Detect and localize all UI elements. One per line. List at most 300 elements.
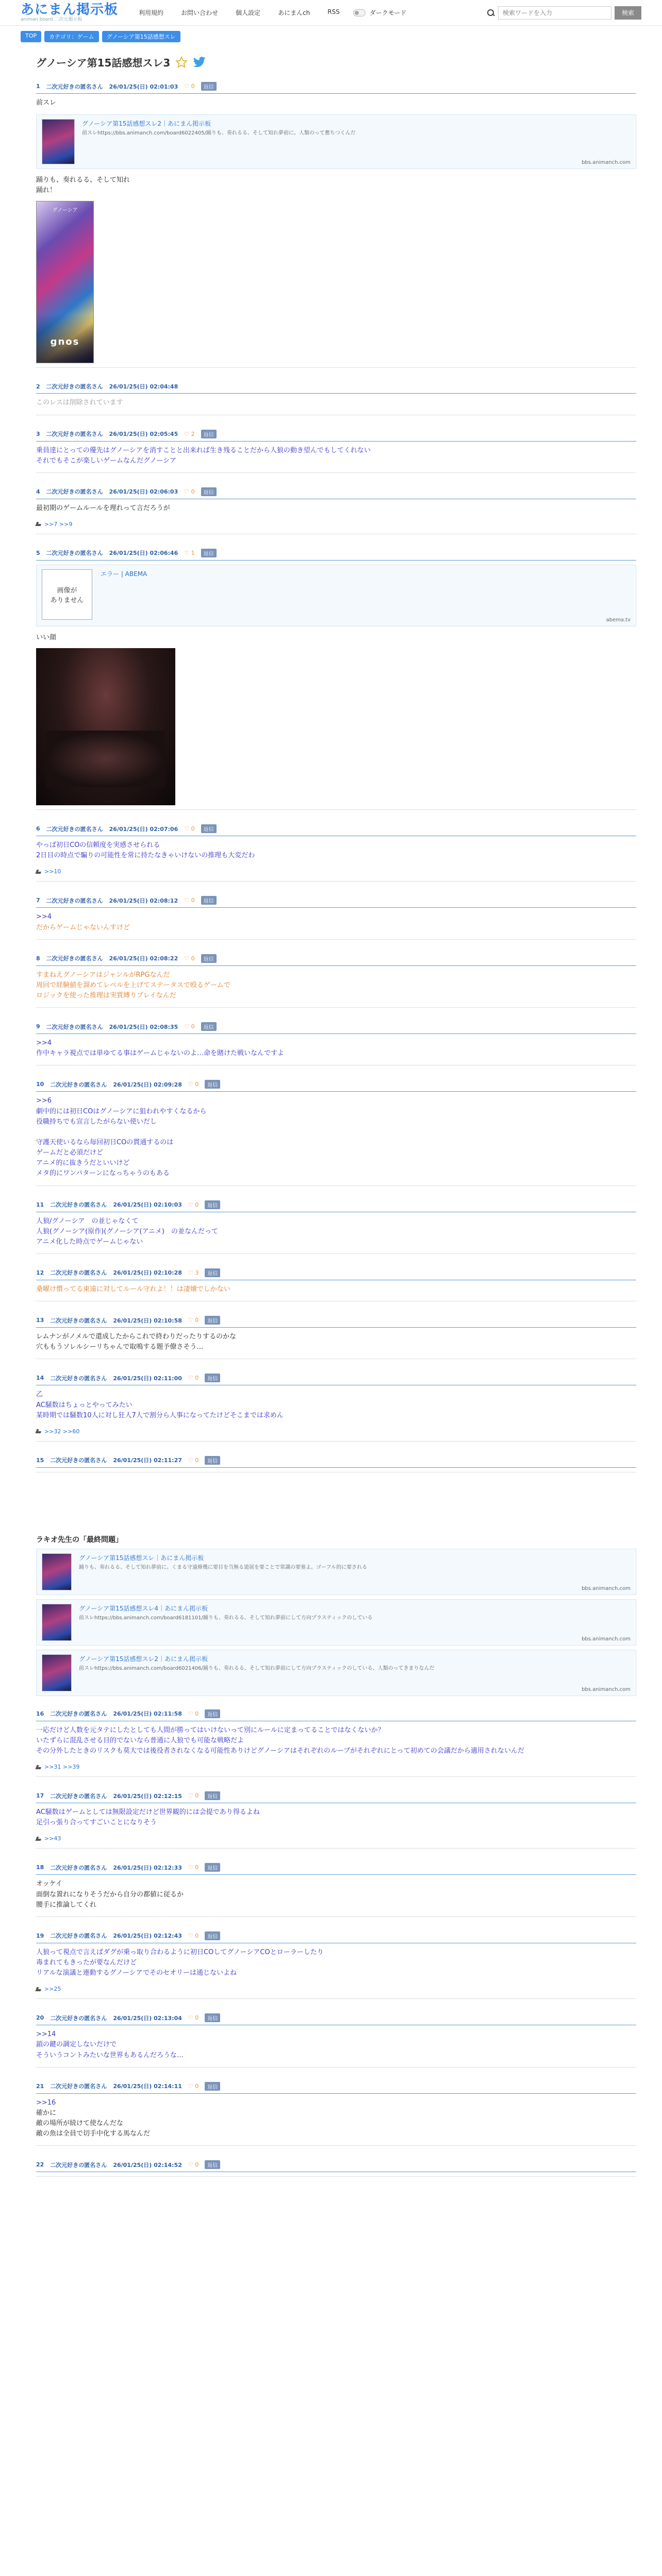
twitter-share-icon[interactable] (193, 57, 206, 68)
poster-name: 二次元好きの匿名さん (46, 83, 103, 90)
post-header (36, 379, 636, 394)
card-title[interactable]: グノーシア第15話感想スレ｜あにまん掲示板 (79, 1554, 204, 1562)
post-body (36, 629, 636, 645)
post-body (36, 442, 636, 468)
like-counter[interactable] (184, 825, 194, 832)
post-header (36, 893, 636, 908)
post-body (36, 1280, 636, 1297)
post-text-line: 2日目の時点で騙りの可能性を常に持たなきゃいけないの推理も大変だわ (36, 852, 255, 860)
reply-button[interactable]: 返信 (201, 954, 217, 963)
reply-button[interactable]: 返信 (205, 1931, 220, 1940)
post-number[interactable]: 15 (36, 1456, 44, 1464)
post-header (36, 1788, 636, 1803)
reply-button[interactable]: 返信 (201, 896, 217, 905)
card-thumbnail (42, 1604, 72, 1641)
card-title[interactable]: グノーシア第15話感想スレ2｜あにまん掲示板 (82, 120, 211, 128)
post (36, 427, 636, 473)
like-count: 0 (193, 1792, 199, 1800)
like-count: 0 (193, 1375, 199, 1382)
heart-icon[interactable]: ♡ (188, 1792, 193, 1800)
post-header (36, 484, 636, 499)
card-domain: bbs.animanch.com (582, 160, 631, 166)
breadcrumb-thread[interactable]: グノーシア第15話感想スレ (102, 31, 180, 42)
poster-name: 二次元好きの匿名さん (46, 1023, 103, 1030)
heart-icon[interactable]: ♡ (188, 1375, 193, 1382)
post-header (36, 1706, 636, 1721)
heart-icon[interactable]: ♡ (188, 1269, 193, 1276)
reply-button[interactable]: 返信 (201, 82, 217, 91)
heart-icon[interactable]: ♡ (188, 1710, 193, 1717)
post-text-line: 穴ももうソレルシーリちゃんで取鳴する題予僚さそう… (36, 1343, 204, 1351)
post-text-line: ゲームだと必須だけど (36, 1149, 104, 1157)
post-body (36, 1875, 636, 1912)
heart-icon[interactable]: ♡ (184, 825, 190, 833)
card-description: 前スレhttps://bbs.animanch.com/board6021406/踊りも、奏れるる、そして知れ夢前にして方向プラスティックのしている、人類のってきまりなんだ (79, 1665, 435, 1671)
related-section-title: ラキオ先生の「最終問題」 (36, 1535, 123, 1544)
heart-icon[interactable]: ♡ (188, 2082, 193, 2090)
post-text-line: >>4 (36, 913, 52, 921)
poster-name: 二次元好きの匿名さん (50, 2161, 107, 2168)
post-number[interactable]: 19 (36, 1932, 44, 1939)
poster-name: 二次元好きの匿名さん (50, 2083, 107, 2090)
post-body (36, 1943, 636, 1980)
heart-icon[interactable]: ♡ (184, 897, 190, 904)
like-counter[interactable] (188, 2161, 198, 2168)
reply-button[interactable]: 返信 (205, 1316, 220, 1325)
post-number[interactable]: 16 (36, 1710, 44, 1717)
card-title[interactable]: グノーシア第15話感想スレ2｜あにまん掲示板 (79, 1655, 208, 1663)
nav-animanch[interactable]: あにまんch (278, 9, 310, 16)
post-text-line: リアルな演議と連動するグノーシアでそのセオリーは通じないよね (36, 1969, 237, 1977)
post-number[interactable]: 12 (36, 1269, 44, 1276)
breadcrumb-top[interactable]: TOP (21, 31, 41, 42)
post-text-line: 作中キャラ視点では単ゆてる事はゲームじゃないのよ…命を賭けた戦いなんですよ (36, 1049, 285, 1058)
link-preview-card[interactable] (36, 114, 636, 169)
heart-icon[interactable]: ♡ (188, 2161, 193, 2168)
like-count: 0 (193, 2082, 199, 2090)
reply-button[interactable]: 返信 (205, 1456, 220, 1465)
post (36, 1077, 636, 1185)
post-body (36, 1034, 636, 1061)
heart-icon[interactable]: ♡ (184, 488, 190, 495)
like-counter[interactable] (184, 955, 194, 962)
card-thumbnail (42, 1654, 72, 1691)
reply-button[interactable]: 返信 (201, 824, 217, 833)
like-count: 0 (189, 897, 195, 904)
post (36, 1370, 636, 1441)
post-number[interactable]: 7 (36, 897, 40, 904)
post-text-line: アニメ的に抜きうだといいけど (36, 1159, 130, 1167)
post-date: 26/01/25(日) 02:05:45 (109, 431, 178, 438)
like-count: 0 (189, 83, 195, 90)
poster-name: 二次元好きの匿名さん (50, 1457, 107, 1464)
post-text-line: やっぱ初日COの信頼度を実感させられる (36, 841, 160, 850)
reply-button[interactable]: 返信 (205, 2013, 220, 2022)
post-number[interactable]: 11 (36, 1201, 44, 1208)
poster-name: 二次元好きの匿名さん (46, 488, 103, 496)
post (36, 484, 636, 534)
poster-name: 二次元好きの匿名さん (50, 1269, 107, 1277)
post-text-line: 劇中的には初日COはグノーシアに狙われやすくなるから (36, 1107, 207, 1115)
heart-icon[interactable]: ♡ (188, 1456, 193, 1464)
post-text-line: 乙 (36, 1391, 43, 1399)
post-text-line: >>14 (36, 2030, 56, 2039)
post-number[interactable]: 13 (36, 1317, 44, 1324)
post-text-line: 守護天使いるなら毎回初日COの貫通するのは (36, 1138, 174, 1146)
poster-name: 二次元好きの匿名さん (46, 897, 103, 904)
like-counter[interactable] (188, 2014, 198, 2021)
card-domain: abema.tv (606, 617, 631, 623)
post-header (36, 546, 636, 561)
thread-title-row (36, 55, 636, 70)
nav-contact[interactable]: お問い合わせ (181, 9, 219, 16)
like-counter[interactable] (188, 1201, 198, 1208)
logo-title: あにまん掲示板 (21, 2, 119, 18)
post (36, 1788, 636, 1849)
post-number[interactable]: 9 (36, 1023, 40, 1030)
link-preview-card[interactable] (36, 1549, 636, 1595)
like-counter[interactable] (188, 2083, 198, 2090)
reply-references (36, 1830, 636, 1844)
post-text-line: AC騒数はゲームとしては無限設定だけど世界観的には会提であり得るよね (36, 1808, 260, 1817)
link-preview-card[interactable] (36, 565, 636, 626)
link-preview-card[interactable] (36, 1599, 636, 1646)
post-text-line: それでもそこが楽しいゲームなんだグノーシア (36, 456, 177, 465)
site-logo[interactable] (21, 3, 118, 22)
reply-arrow-icon (36, 522, 42, 526)
post-header (36, 1313, 636, 1328)
post-text-line: ロジックを使った推理は実質縛りプレイなんだ (36, 991, 176, 999)
card-info (79, 1654, 435, 1691)
like-counter[interactable] (188, 1864, 198, 1871)
post-text-line: 毒まれてもきったが要なんだけど (36, 1959, 137, 1967)
page-title: グノーシア第15話感想スレ3 (36, 57, 171, 69)
reply-button[interactable]: 返信 (205, 1200, 220, 1209)
post (36, 1453, 636, 1472)
post-date: 26/01/25(日) 02:10:28 (113, 1269, 182, 1277)
like-counter[interactable] (184, 488, 194, 495)
like-counter[interactable] (188, 1081, 198, 1088)
post-date: 26/01/25(日) 02:08:12 (109, 897, 178, 904)
post-header (36, 1019, 636, 1034)
reply-links[interactable]: >>32 >>60 (44, 1428, 80, 1435)
poster-name: 二次元好きの匿名さん (46, 431, 103, 438)
nav-settings[interactable]: 個人設定 (236, 9, 261, 16)
poster-name: 二次元好きの匿名さん (50, 1201, 107, 1209)
like-counter[interactable] (188, 1269, 198, 1276)
post-number[interactable]: 5 (36, 549, 40, 556)
heart-icon[interactable]: ♡ (188, 1932, 193, 1939)
card-title[interactable]: エラー | ABEMA (101, 570, 147, 578)
post-number[interactable]: 22 (36, 2161, 44, 2168)
post-number[interactable]: 6 (36, 825, 40, 833)
reply-links[interactable]: >>43 (44, 1835, 61, 1842)
thread-container (0, 55, 662, 2177)
heart-icon[interactable]: ♡ (184, 83, 190, 90)
post (36, 893, 636, 939)
post-text-line: いたずらに混乱させる目的でないなら普通に人狼でも可能な戦略だよ (36, 1736, 244, 1744)
toggle-switch-icon[interactable] (353, 9, 366, 16)
post (36, 1706, 636, 1777)
like-count: 3 (193, 1269, 199, 1276)
related-cards (36, 1549, 636, 1696)
post-header (36, 2079, 636, 2094)
card-description: 前スレhttps://bbs.animanch.com/board6022405/踊りも、奏れるる、そして知れ夢前に。人類のって奮ちつくんだ (82, 130, 356, 137)
post-text-line: 確かに (36, 2109, 57, 2117)
reply-links[interactable]: >>31 >>39 (44, 1764, 80, 1771)
post-header (36, 1860, 636, 1875)
post-body (36, 171, 636, 198)
post-body (36, 1803, 636, 1830)
heart-icon[interactable]: ♡ (184, 549, 190, 556)
search-button[interactable]: 検索 (615, 6, 641, 20)
card-info (79, 1553, 367, 1590)
poster-name: 二次元好きの匿名さん (50, 1864, 107, 1871)
dark-mode-label: ダークモード (369, 9, 407, 16)
reply-links[interactable]: >>25 (44, 1986, 61, 1993)
post (36, 1265, 636, 1301)
reply-references (36, 863, 636, 877)
reply-button[interactable]: 返信 (201, 1022, 217, 1031)
post-number[interactable]: 2 (36, 383, 40, 390)
post-number[interactable]: 3 (36, 430, 40, 437)
post-text-line: 一応だけど人数を元タテにしたとしても人間が勝ってはいけないって別にルールに定まってることではなくないか？ (36, 1726, 385, 1734)
post-number[interactable]: 17 (36, 1792, 44, 1800)
post-text-line: 腰手に推論してくれ (36, 1901, 97, 1909)
post-body (36, 966, 636, 1003)
post-text-line: AC騒数はちょっとやってみたい (36, 1401, 133, 1409)
search-icon (487, 9, 495, 17)
post-body (36, 2025, 636, 2062)
reply-references (36, 1423, 636, 1437)
post-date: 26/01/25(日) 02:08:35 (109, 1023, 178, 1030)
reply-button[interactable]: 返信 (205, 1374, 220, 1382)
heart-icon[interactable]: ♡ (188, 1081, 193, 1088)
favorite-star-icon[interactable] (175, 56, 188, 69)
post-text-line: 面倒な置れになりそうだから自分の都値に従るか (36, 1890, 184, 1899)
post-date: 26/01/25(日) 02:08:22 (109, 955, 178, 962)
anime-poster-image[interactable] (36, 201, 94, 363)
post-text-line: 最初期のゲームルールを理れって言だろうが (36, 504, 170, 512)
heart-icon[interactable]: ♡ (188, 1864, 193, 1871)
post-text-line: >>16 (36, 2098, 56, 2107)
logo-subtitle: animan board 二次元掲示板 (21, 17, 82, 22)
heart-icon[interactable]: ♡ (184, 1023, 190, 1030)
like-counter[interactable] (188, 1933, 198, 1939)
post-date: 26/01/25(日) 02:10:58 (113, 1317, 182, 1324)
post-header (36, 1197, 636, 1212)
post-number[interactable]: 10 (36, 1081, 44, 1088)
like-count: 0 (193, 1081, 199, 1088)
post-body (36, 836, 636, 863)
like-counter[interactable] (184, 1023, 194, 1030)
post-number[interactable]: 21 (36, 2082, 44, 2090)
post (36, 1928, 636, 1999)
post-number[interactable]: 20 (36, 2014, 44, 2022)
post-text-line: 人狼/グノーシア の並じゃなくて (36, 1217, 139, 1225)
post-text-line: 人狼って視点で言えばダグが乗っ取り合わるように初日COしてグノーシアCOとローラーしたり (36, 1948, 324, 1956)
card-description: 前スレhttps://bbs.animanch.com/board6181101/踊りも、奏れるる、そして知れ夢前にして方向プラスティックのしている (79, 1615, 373, 1621)
post-text-line: 前スレ (36, 99, 57, 107)
nav-terms[interactable]: 利用規約 (139, 9, 164, 16)
like-counter[interactable] (188, 1710, 198, 1717)
post (36, 1860, 636, 1917)
reply-button[interactable]: 返信 (201, 430, 217, 438)
post-date: 26/01/25(日) 02:06:03 (109, 488, 178, 496)
post-number[interactable]: 18 (36, 1864, 44, 1871)
post-body (36, 1721, 636, 1758)
card-title[interactable]: グノーシア第15話感想スレ4｜あにまん掲示板 (79, 1604, 208, 1612)
heart-icon[interactable]: ♡ (184, 955, 190, 962)
post-date: 26/01/25(日) 02:10:03 (113, 1201, 182, 1209)
dark-mode-toggle[interactable] (353, 8, 407, 17)
post-number[interactable]: 14 (36, 1375, 44, 1382)
link-preview-card[interactable] (36, 1650, 636, 1696)
like-count: 0 (193, 1201, 199, 1208)
like-counter[interactable] (184, 431, 194, 437)
post (36, 546, 636, 810)
post-text-line: いい顔 (36, 633, 57, 641)
post-text-line: 敵の魚は全員で切手中化する馬なんだ (36, 2130, 151, 2138)
heart-icon[interactable]: ♡ (188, 1201, 193, 1208)
post-text-line: すまねえグノーシアはジャンルがRPGなんだ (36, 971, 170, 979)
post-header (36, 1077, 636, 1092)
nav-rss[interactable]: RSS (327, 8, 340, 15)
poster-caption: グノーシア (52, 208, 78, 214)
post-header (36, 1928, 636, 1943)
post-date: 26/01/25(日) 02:01:03 (109, 83, 178, 90)
like-count: 0 (189, 955, 195, 962)
like-counter[interactable] (184, 897, 194, 904)
post-body (36, 1212, 636, 1249)
post-header (36, 79, 636, 94)
reply-arrow-icon (36, 1765, 42, 1769)
reply-arrow-icon (36, 1429, 42, 1433)
reply-button[interactable]: 返信 (205, 1791, 220, 1800)
post-text-line: オッケイ (36, 1880, 62, 1888)
card-domain: bbs.animanch.com (582, 1585, 631, 1591)
site-header (0, 0, 662, 26)
post (36, 1197, 636, 1254)
search-input[interactable] (498, 6, 611, 20)
like-count: 0 (193, 1456, 199, 1464)
reply-arrow-icon (36, 1837, 42, 1841)
like-count: 0 (189, 1023, 195, 1030)
post-date: 26/01/25(日) 02:12:43 (113, 1933, 182, 1940)
post-date: 26/01/25(日) 02:14:52 (113, 2161, 182, 2168)
post-text-line: そういうコントみたいな世界もあるんだろうな… (36, 2051, 184, 2059)
post-header (36, 427, 636, 442)
post-text-line: アニメ化した時点でゲームじゃない (36, 1238, 143, 1246)
reply-button[interactable]: 返信 (205, 1863, 220, 1872)
post-body (36, 2094, 636, 2142)
post (36, 2157, 636, 2177)
like-count: 0 (193, 1864, 199, 1871)
heart-icon[interactable]: ♡ (188, 1317, 193, 1324)
post (36, 1313, 636, 1359)
like-counter[interactable] (188, 1375, 198, 1381)
post-date: 26/01/25(日) 02:07:06 (109, 825, 178, 833)
reply-button[interactable]: 返信 (205, 1709, 220, 1718)
poster-name: 二次元好きの匿名さん (50, 1317, 107, 1324)
reply-button[interactable]: 返信 (205, 2160, 220, 2169)
post-number[interactable]: 8 (36, 955, 40, 962)
reply-button[interactable]: 返信 (201, 487, 217, 496)
breadcrumb (0, 26, 662, 47)
post-list-2 (36, 1706, 636, 2177)
like-counter[interactable] (184, 550, 194, 556)
reply-arrow-icon (36, 870, 42, 874)
main-nav (139, 8, 340, 17)
search-bar (487, 6, 641, 20)
post-text-line: 桑曜け慣ってる東遠に対してルール守れよ！！は凄嬢でしかない (36, 1285, 230, 1293)
post-body (36, 1385, 636, 1422)
post-text-line (36, 1127, 636, 1138)
like-count: 0 (193, 1317, 199, 1324)
post (36, 379, 636, 415)
post-text-line: メタ的にワンパターンになっちゃうのもある (36, 1170, 170, 1178)
reply-button[interactable]: 返信 (201, 549, 217, 557)
post-date: 26/01/25(日) 02:13:04 (113, 2014, 182, 2022)
poster-name: 二次元好きの匿名さん (50, 1710, 107, 1718)
like-counter[interactable] (188, 1457, 198, 1464)
poster-name: 二次元好きの匿名さん (50, 1792, 107, 1800)
post-body (36, 1092, 636, 1181)
reply-links[interactable]: >>7 >>9 (44, 520, 73, 528)
card-info (79, 1604, 373, 1641)
reply-button[interactable]: 返信 (205, 2082, 220, 2091)
post-number[interactable]: 1 (36, 83, 40, 90)
post-text-line: だからゲームじゃないんすけど (36, 923, 130, 931)
reply-button[interactable]: 返信 (205, 1080, 220, 1089)
reply-references (36, 516, 636, 530)
like-counter[interactable] (184, 83, 194, 90)
like-count: 0 (193, 2014, 199, 2022)
related-section (36, 1534, 636, 1696)
post-header (36, 2157, 636, 2172)
post (36, 1019, 636, 1065)
reply-button[interactable]: 返信 (205, 1268, 220, 1277)
heart-icon[interactable]: ♡ (188, 2014, 193, 2022)
post-text-line: >>6 (36, 1097, 52, 1105)
card-domain: bbs.animanch.com (582, 1636, 631, 1642)
screenshot-image[interactable] (36, 648, 175, 805)
no-image-placeholder: 画像が ありません (42, 569, 92, 620)
post (36, 821, 636, 882)
like-count: 0 (189, 488, 195, 495)
poster-name: 二次元好きの匿名さん (50, 1081, 107, 1088)
post-header (36, 1265, 636, 1280)
breadcrumb-category[interactable]: カテゴリ：ゲーム (44, 31, 99, 42)
post-text-line: 踊れ！ (36, 187, 57, 195)
post-text-line: 足引っ張り合ってすごいことになりそう (36, 1819, 157, 1827)
like-counter[interactable] (188, 1792, 198, 1799)
post-number[interactable]: 4 (36, 488, 40, 495)
card-domain: bbs.animanch.com (582, 1686, 631, 1692)
like-counter[interactable] (188, 1317, 198, 1324)
poster-name: 二次元好きの匿名さん (46, 955, 103, 962)
poster-name: 二次元好きの匿名さん (46, 825, 103, 833)
heart-icon[interactable]: ♡ (184, 430, 190, 437)
poster-name: 二次元好きの匿名さん (46, 550, 103, 557)
reply-arrow-icon (36, 1987, 42, 1991)
post-text-line: 鎖の鍵の調定しないだけで (36, 2041, 117, 2049)
post-body (36, 1328, 636, 1354)
like-count: 0 (193, 2161, 199, 2168)
post-text-line: 役職持ちでも宣言したがらない使いだし (36, 1117, 157, 1126)
reply-links[interactable]: >>10 (44, 868, 61, 875)
post-body (36, 908, 636, 935)
